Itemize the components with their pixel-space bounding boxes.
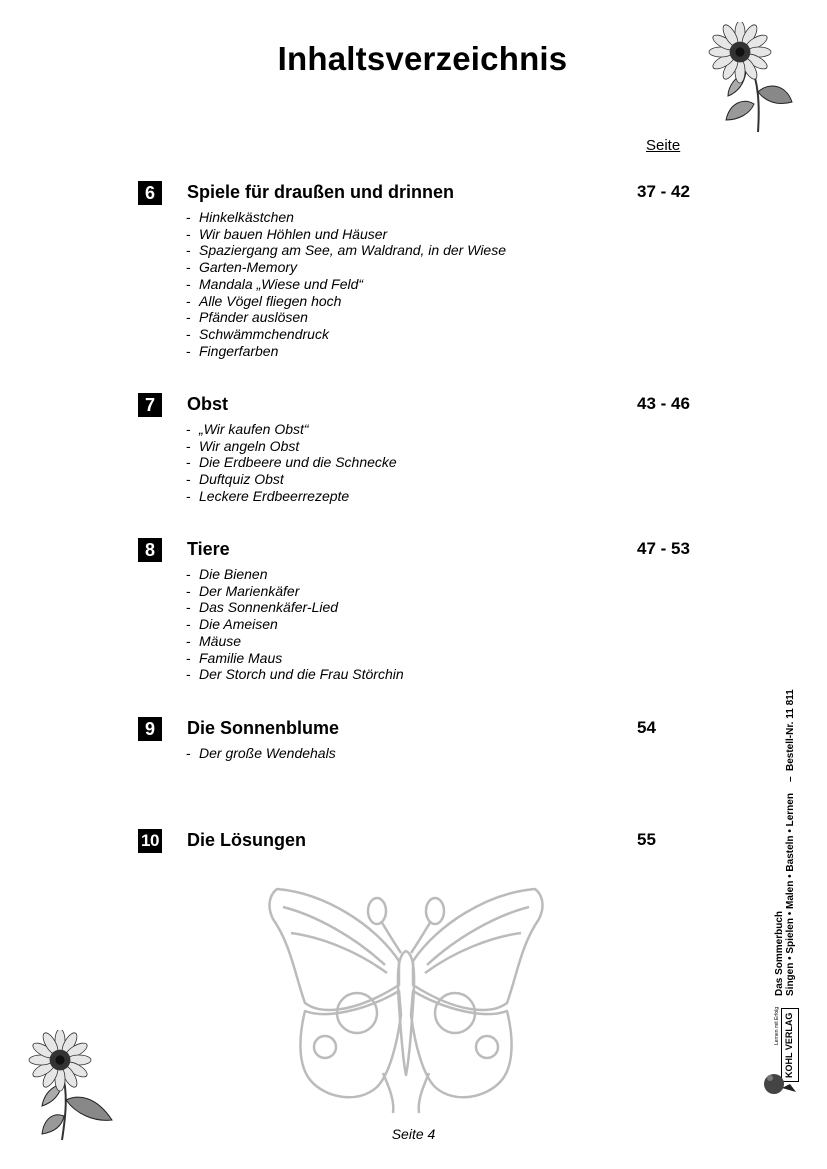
list-item: - Mäuse bbox=[186, 632, 242, 649]
section-number: 6 bbox=[138, 181, 162, 205]
list-item: - Die Ameisen bbox=[186, 616, 278, 633]
section-items bbox=[186, 421, 397, 505]
section-number: 10 bbox=[138, 829, 162, 853]
page-title: Inhaltsverzeichnis bbox=[277, 40, 568, 77]
section-number: 7 bbox=[138, 393, 162, 417]
section-items bbox=[186, 566, 404, 683]
toc-section-9 bbox=[138, 717, 718, 767]
book-subtitle-vertical: Singen • Spielen • Malen • Basteln • Lernen bbox=[785, 793, 796, 996]
list-item: - „Wir kaufen Obst“ bbox=[186, 421, 309, 437]
toc-section-6 bbox=[138, 181, 718, 366]
list-item: - Duftquiz Obst bbox=[186, 471, 284, 488]
section-pages: 54 bbox=[637, 718, 656, 737]
butterfly-outline-icon bbox=[265, 885, 547, 1117]
order-number-vertical: Bestell-Nr. 11 811 bbox=[785, 689, 796, 771]
publisher-mascot-icon bbox=[760, 1066, 800, 1096]
list-item: - Die Bienen bbox=[186, 566, 268, 582]
section-pages: 43 - 46 bbox=[637, 394, 690, 413]
list-item: - Familie Maus bbox=[186, 649, 283, 666]
list-item: - Wir angeln Obst bbox=[186, 437, 300, 454]
list-item: - Spaziergang am See, am Waldrand, in der Wiese bbox=[186, 242, 506, 259]
list-item: - Schwämmchendruck bbox=[186, 325, 329, 342]
publisher-logo-text: KOHL VERLAG bbox=[784, 1012, 794, 1078]
list-item: - Das Sonnenkäfer-Lied bbox=[186, 599, 339, 616]
section-title: Spiele für draußen und drinnen bbox=[187, 182, 455, 202]
section-items bbox=[186, 745, 336, 762]
sunflower-top-right-icon bbox=[706, 22, 798, 134]
list-item: - Alle Vögel fliegen hoch bbox=[186, 292, 342, 309]
section-pages: 55 bbox=[637, 830, 656, 849]
toc-section-8 bbox=[138, 538, 718, 688]
list-item: - Mandala „Wiese und Feld“ bbox=[186, 275, 364, 292]
page-footer: Seite 4 bbox=[391, 1126, 436, 1142]
toc-section-10 bbox=[138, 829, 718, 859]
section-pages: 47 - 53 bbox=[637, 539, 690, 558]
list-item: - Der große Wendehals bbox=[186, 745, 336, 761]
list-item: - Hinkelkästchen bbox=[186, 209, 294, 225]
list-item: - Der Marienkäfer bbox=[186, 582, 300, 599]
list-item: - Leckere Erdbeerrezepte bbox=[186, 487, 350, 504]
list-item: - Der Storch und die Frau Störchin bbox=[186, 666, 404, 683]
list-item: - Garten-Memory bbox=[186, 259, 298, 276]
section-pages: 37 - 42 bbox=[637, 182, 690, 201]
section-title: Tiere bbox=[187, 539, 230, 559]
list-item: - Wir bauen Höhlen und Häuser bbox=[186, 225, 388, 242]
book-title-vertical: Das Sommerbuch bbox=[774, 910, 785, 996]
sidebar-separator: – bbox=[785, 776, 796, 782]
list-item: - Fingerfarben bbox=[186, 342, 279, 359]
list-item: - Die Erdbeere und die Schnecke bbox=[186, 454, 397, 471]
section-number: 9 bbox=[138, 717, 162, 741]
page-column-header: Seite bbox=[646, 137, 681, 154]
section-title: Die Sonnenblume bbox=[187, 718, 340, 738]
section-title: Die Lösungen bbox=[187, 830, 307, 850]
section-title: Obst bbox=[187, 394, 229, 414]
list-item: - Pfänder auslösen bbox=[186, 309, 308, 326]
publisher-tagline: Lernen mit Erfolg bbox=[774, 1006, 780, 1045]
toc-section-7 bbox=[138, 393, 718, 513]
section-number: 8 bbox=[138, 538, 162, 562]
section-items bbox=[186, 209, 506, 359]
